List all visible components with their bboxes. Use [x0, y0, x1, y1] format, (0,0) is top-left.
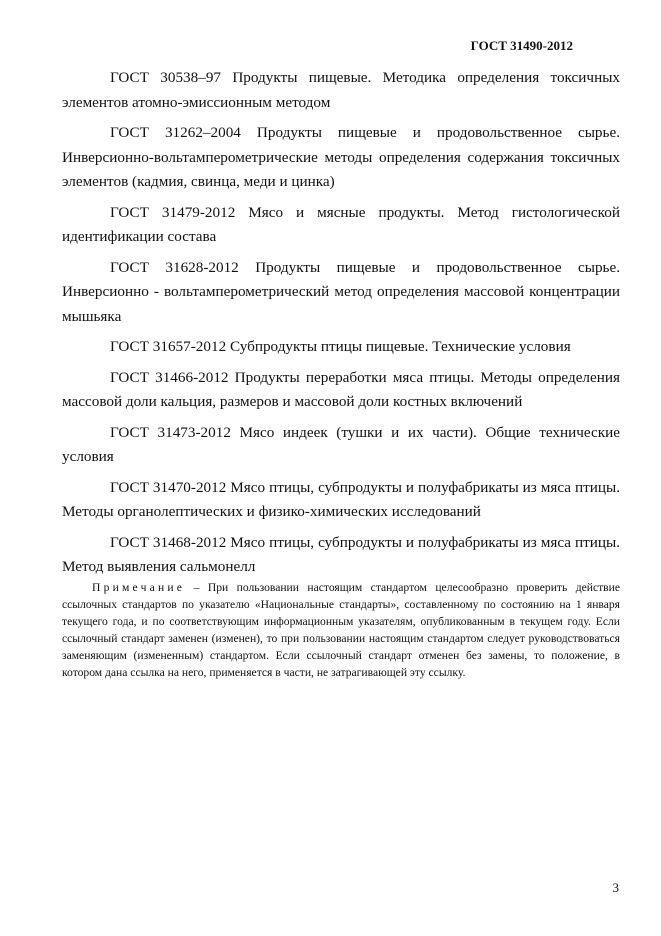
reference-item: ГОСТ 31657-2012 Субпродукты птицы пищевые. Технические условия: [110, 338, 571, 355]
reference-item: ГОСТ 31628-2012 Продукты пищевые и продовольственное сырье. Инверсионно - вольтамперометрический метод определения массовой концентрации мышьяка: [62, 258, 620, 325]
reference-item: ГОСТ 31468-2012 Мясо птицы, субпродукты и полуфабрикаты из мяса птицы. Метод выявления сальмонелл: [62, 533, 620, 575]
note-label: Примечание: [92, 581, 186, 594]
reference-item: ГОСТ 31479-2012 Мясо и мясные продукты. Метод гистологической идентификации состава: [62, 203, 620, 245]
normative-references-list: [62, 66, 620, 586]
reference-item: ГОСТ 31473-2012 Мясо индеек (тушки и их части). Общие технические условия: [62, 423, 620, 465]
page-number: 3: [612, 880, 619, 895]
reference-item: ГОСТ 31262–2004 Продукты пищевые и продовольственное сырье. Инверсионно-вольтамперометрические методы определения содержания токсичных элементов (кадмия, свинца, меди и цинка): [62, 124, 620, 190]
note-paragraph: [62, 579, 620, 681]
page-header-doc-id: ГОСТ 31490-2012: [470, 38, 573, 53]
reference-item: ГОСТ 30538–97 Продукты пищевые. Методика определения токсичных элементов атомно-эмиссионным методом: [62, 69, 620, 111]
note-text: – При пользовании настоящим стандартом целесообразно проверить действие ссылочных стандартов по указателю «Национальные стандарты», составленному по состоянию на 1 января текущего года, и по соответствующим информационным указателям, опубликованным в текущем году. Если ссылочный стандарт заменен (изменен), то при пользовании настоящим стандартом следует руководствоваться заменяющим (измененным) стандартом. Если ссылочный стандарт отменен без замены, то положение, в котором дана ссылка на него, применяется в части, не затрагивающей эту ссылку.: [62, 581, 620, 679]
reference-item: ГОСТ 31466-2012 Продукты переработки мяса птицы. Методы определения массовой доли кальция, размеров и массовой доли костных включений: [62, 368, 620, 410]
reference-item: ГОСТ 31470-2012 Мясо птицы, субпродукты и полуфабрикаты из мяса птицы. Методы органолептических и физико-химических исследований: [62, 478, 620, 520]
